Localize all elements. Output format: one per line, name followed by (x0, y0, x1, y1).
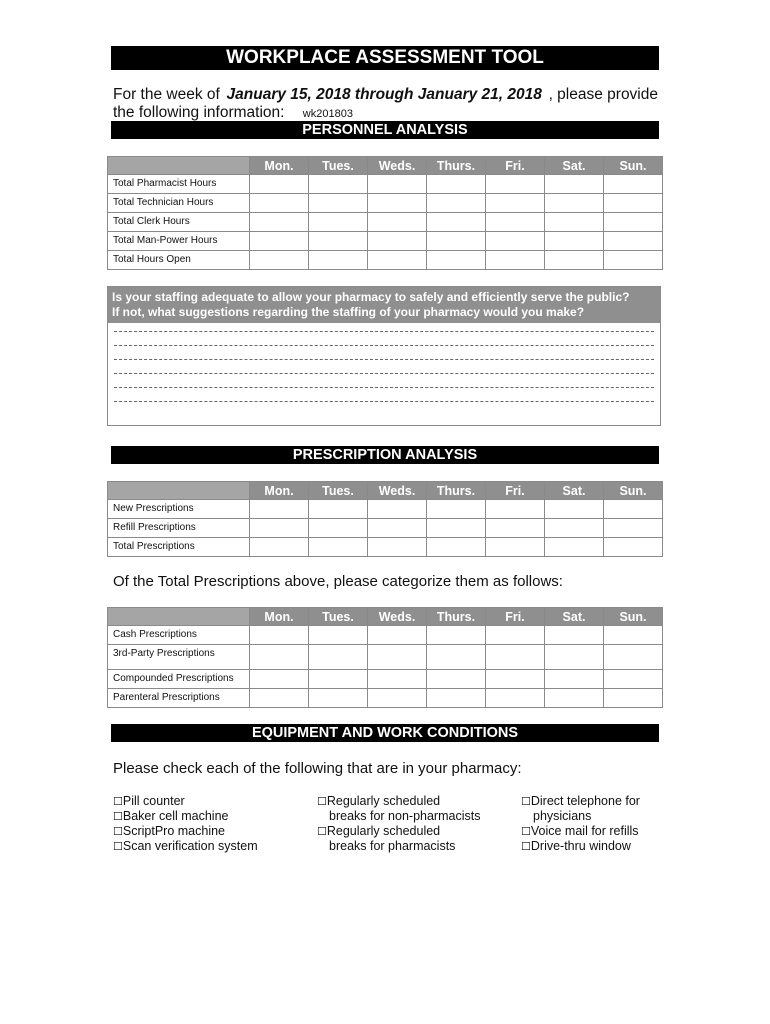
checkbox-icon[interactable]: ☐ (113, 825, 123, 838)
entry-cell[interactable] (604, 251, 663, 270)
table-row (108, 670, 663, 689)
checklist-column-2 (317, 794, 480, 854)
checklist-item[interactable] (113, 809, 258, 824)
staffing-question-box (107, 286, 661, 426)
table-row (108, 175, 663, 194)
entry-cell[interactable] (368, 519, 427, 538)
entry-cell[interactable] (486, 251, 545, 270)
row-label: Total Prescriptions (108, 538, 250, 557)
answer-line[interactable] (114, 359, 654, 360)
entry-cell[interactable] (545, 670, 604, 689)
entry-cell[interactable] (368, 175, 427, 194)
row-label: Total Hours Open (108, 251, 250, 270)
checklist-label: Direct telephone for (530, 794, 640, 808)
entry-cell[interactable] (486, 175, 545, 194)
entry-cell[interactable] (250, 626, 309, 645)
entry-cell[interactable] (309, 626, 368, 645)
entry-cell[interactable] (368, 689, 427, 708)
header-blank-cell (108, 157, 250, 175)
day-header: Mon. (250, 608, 309, 626)
entry-cell[interactable] (427, 251, 486, 270)
entry-cell[interactable] (250, 538, 309, 557)
entry-cell[interactable] (486, 213, 545, 232)
entry-cell[interactable] (368, 645, 427, 670)
row-label: New Prescriptions (108, 500, 250, 519)
entry-cell[interactable] (250, 232, 309, 251)
entry-cell[interactable] (427, 194, 486, 213)
entry-cell[interactable] (427, 519, 486, 538)
checklist-item[interactable] (521, 839, 640, 854)
entry-cell[interactable] (427, 689, 486, 708)
staffing-question-line2: If not, what suggestions regarding the staffing of your pharmacy would you make? (112, 305, 585, 319)
row-label: Total Technician Hours (108, 194, 250, 213)
entry-cell[interactable] (309, 232, 368, 251)
table-row (108, 213, 663, 232)
intro-line2: the following information: (113, 104, 285, 121)
entry-cell[interactable] (368, 626, 427, 645)
intro-text (113, 86, 658, 123)
row-label: Total Clerk Hours (108, 213, 250, 232)
day-header: Sun. (604, 157, 663, 175)
staffing-question-line1: Is your staffing adequate to allow your pharmacy to safely and efficiently serve the public? (112, 290, 630, 304)
entry-cell[interactable] (486, 645, 545, 670)
checklist-label: Drive-thru window (530, 839, 631, 853)
table-row (108, 500, 663, 519)
row-label: Cash Prescriptions (108, 626, 250, 645)
checklist-label-continued: breaks for pharmacists (329, 839, 456, 853)
checklist-label: Baker cell machine (122, 809, 229, 823)
entry-cell[interactable] (427, 500, 486, 519)
day-header: Sun. (604, 608, 663, 626)
equipment-header: EQUIPMENT AND WORK CONDITIONS (111, 724, 659, 742)
day-header: Thurs. (427, 157, 486, 175)
checklist-item[interactable] (521, 824, 640, 839)
day-header: Fri. (486, 482, 545, 500)
personnel-table (107, 156, 663, 270)
entry-cell[interactable] (250, 194, 309, 213)
checklist-label: Pill counter (122, 794, 185, 808)
entry-cell[interactable] (486, 194, 545, 213)
entry-cell[interactable] (250, 670, 309, 689)
entry-cell[interactable] (309, 213, 368, 232)
entry-cell[interactable] (486, 500, 545, 519)
answer-line[interactable] (114, 345, 654, 346)
day-header: Sun. (604, 482, 663, 500)
entry-cell[interactable] (309, 500, 368, 519)
entry-cell[interactable] (545, 626, 604, 645)
header-blank-cell (108, 482, 250, 500)
day-header: Mon. (250, 157, 309, 175)
table-row (108, 251, 663, 270)
entry-cell[interactable] (486, 519, 545, 538)
table-row (108, 232, 663, 251)
row-label: Parenteral Prescriptions (108, 689, 250, 708)
day-header: Fri. (486, 157, 545, 175)
table-row (108, 519, 663, 538)
entry-cell[interactable] (604, 670, 663, 689)
entry-cell[interactable] (250, 500, 309, 519)
entry-cell[interactable] (309, 645, 368, 670)
day-header: Sat. (545, 482, 604, 500)
entry-cell[interactable] (368, 500, 427, 519)
entry-cell[interactable] (427, 538, 486, 557)
row-label: Total Man-Power Hours (108, 232, 250, 251)
entry-cell[interactable] (368, 251, 427, 270)
entry-cell[interactable] (427, 213, 486, 232)
table-row (108, 194, 663, 213)
page-title: WORKPLACE ASSESSMENT TOOL (111, 46, 659, 70)
checklist-item[interactable] (113, 824, 258, 839)
entry-cell[interactable] (604, 500, 663, 519)
entry-cell[interactable] (545, 519, 604, 538)
intro-suffix: , please provide (548, 86, 658, 103)
entry-cell[interactable] (604, 232, 663, 251)
entry-cell[interactable] (309, 670, 368, 689)
checkbox-icon[interactable]: ☐ (521, 795, 531, 808)
entry-cell[interactable] (604, 538, 663, 557)
day-header: Mon. (250, 482, 309, 500)
checkbox-icon[interactable]: ☐ (113, 795, 123, 808)
entry-cell[interactable] (604, 175, 663, 194)
header-blank-cell (108, 608, 250, 626)
day-header: Weds. (368, 482, 427, 500)
entry-cell[interactable] (427, 645, 486, 670)
entry-cell[interactable] (545, 251, 604, 270)
answer-line[interactable] (114, 331, 654, 332)
entry-cell[interactable] (545, 194, 604, 213)
prescription-header: PRESCRIPTION ANALYSIS (111, 446, 659, 464)
table-row (108, 689, 663, 708)
row-label: Total Pharmacist Hours (108, 175, 250, 194)
checklist-item[interactable] (521, 794, 640, 809)
intro-dates: January 15, 2018 through January 21, 2018 (226, 86, 542, 103)
row-label: 3rd-Party Prescriptions (108, 645, 250, 670)
table-row (108, 626, 663, 645)
checkbox-icon[interactable]: ☐ (317, 825, 327, 838)
entry-cell[interactable] (427, 232, 486, 251)
day-header: Tues. (309, 482, 368, 500)
entry-cell[interactable] (604, 213, 663, 232)
checkbox-icon[interactable]: ☐ (317, 795, 327, 808)
checklist-label: ScriptPro machine (122, 824, 225, 838)
entry-cell[interactable] (250, 645, 309, 670)
entry-cell[interactable] (250, 251, 309, 270)
day-header: Weds. (368, 608, 427, 626)
week-code: wk201803 (302, 108, 353, 120)
entry-cell[interactable] (545, 213, 604, 232)
entry-cell[interactable] (309, 689, 368, 708)
entry-cell[interactable] (486, 626, 545, 645)
categorize-instruction: Of the Total Prescriptions above, please categorize them as follows: (113, 573, 563, 590)
entry-cell[interactable] (604, 689, 663, 708)
entry-cell[interactable] (309, 175, 368, 194)
checklist-label-continued: breaks for non-pharmacists (329, 809, 481, 823)
checklist-column-1 (113, 794, 258, 854)
entry-cell[interactable] (486, 232, 545, 251)
entry-cell[interactable] (427, 670, 486, 689)
entry-cell[interactable] (604, 194, 663, 213)
entry-cell[interactable] (427, 175, 486, 194)
day-header: Thurs. (427, 608, 486, 626)
checklist-label: Regularly scheduled (326, 824, 441, 838)
entry-cell[interactable] (309, 251, 368, 270)
day-header: Tues. (309, 608, 368, 626)
entry-cell[interactable] (368, 213, 427, 232)
day-header: Thurs. (427, 482, 486, 500)
checkbox-icon[interactable]: ☐ (113, 810, 123, 823)
entry-cell[interactable] (604, 626, 663, 645)
day-header: Sat. (545, 157, 604, 175)
entry-cell[interactable] (250, 213, 309, 232)
entry-cell[interactable] (545, 232, 604, 251)
checklist-label: Scan verification system (122, 839, 258, 853)
staffing-question (108, 287, 660, 323)
checklist-item[interactable] (317, 824, 480, 839)
prescription-table (107, 481, 663, 557)
entry-cell[interactable] (486, 538, 545, 557)
entry-cell[interactable] (250, 519, 309, 538)
personnel-header: PERSONNEL ANALYSIS (111, 121, 659, 139)
entry-cell[interactable] (309, 194, 368, 213)
checklist-item[interactable] (113, 794, 258, 809)
entry-cell[interactable] (545, 645, 604, 670)
entry-cell[interactable] (250, 175, 309, 194)
checklist-column-3 (521, 794, 640, 854)
entry-cell[interactable] (368, 538, 427, 557)
entry-cell[interactable] (368, 194, 427, 213)
entry-cell[interactable] (604, 645, 663, 670)
categorize-table (107, 607, 663, 708)
entry-cell[interactable] (427, 626, 486, 645)
answer-line[interactable] (114, 401, 654, 402)
checkbox-icon[interactable]: ☐ (113, 840, 123, 853)
entry-cell[interactable] (309, 538, 368, 557)
entry-cell[interactable] (250, 689, 309, 708)
checkbox-icon[interactable]: ☐ (521, 840, 531, 853)
checklist-item[interactable] (113, 839, 258, 854)
entry-cell[interactable] (486, 689, 545, 708)
checklist-item[interactable] (317, 794, 480, 809)
table-row (108, 645, 663, 670)
checkbox-icon[interactable]: ☐ (521, 825, 531, 838)
entry-cell[interactable] (545, 689, 604, 708)
day-header: Weds. (368, 157, 427, 175)
checklist-label: Regularly scheduled (326, 794, 441, 808)
intro-prefix: For the week of (113, 86, 220, 103)
equipment-instruction: Please check each of the following that are in your pharmacy: (113, 760, 522, 777)
entry-cell[interactable] (368, 232, 427, 251)
entry-cell[interactable] (309, 519, 368, 538)
table-row (108, 538, 663, 557)
entry-cell[interactable] (604, 519, 663, 538)
row-label: Compounded Prescriptions (108, 670, 250, 689)
entry-cell[interactable] (486, 670, 545, 689)
entry-cell[interactable] (368, 670, 427, 689)
checklist-label: Voice mail for refills (530, 824, 639, 838)
entry-cell[interactable] (545, 538, 604, 557)
checklist-label-continued: physicians (533, 809, 592, 823)
entry-cell[interactable] (545, 175, 604, 194)
day-header: Tues. (309, 157, 368, 175)
row-label: Refill Prescriptions (108, 519, 250, 538)
day-header: Fri. (486, 608, 545, 626)
answer-line[interactable] (114, 387, 654, 388)
entry-cell[interactable] (545, 500, 604, 519)
day-header: Sat. (545, 608, 604, 626)
answer-line[interactable] (114, 373, 654, 374)
